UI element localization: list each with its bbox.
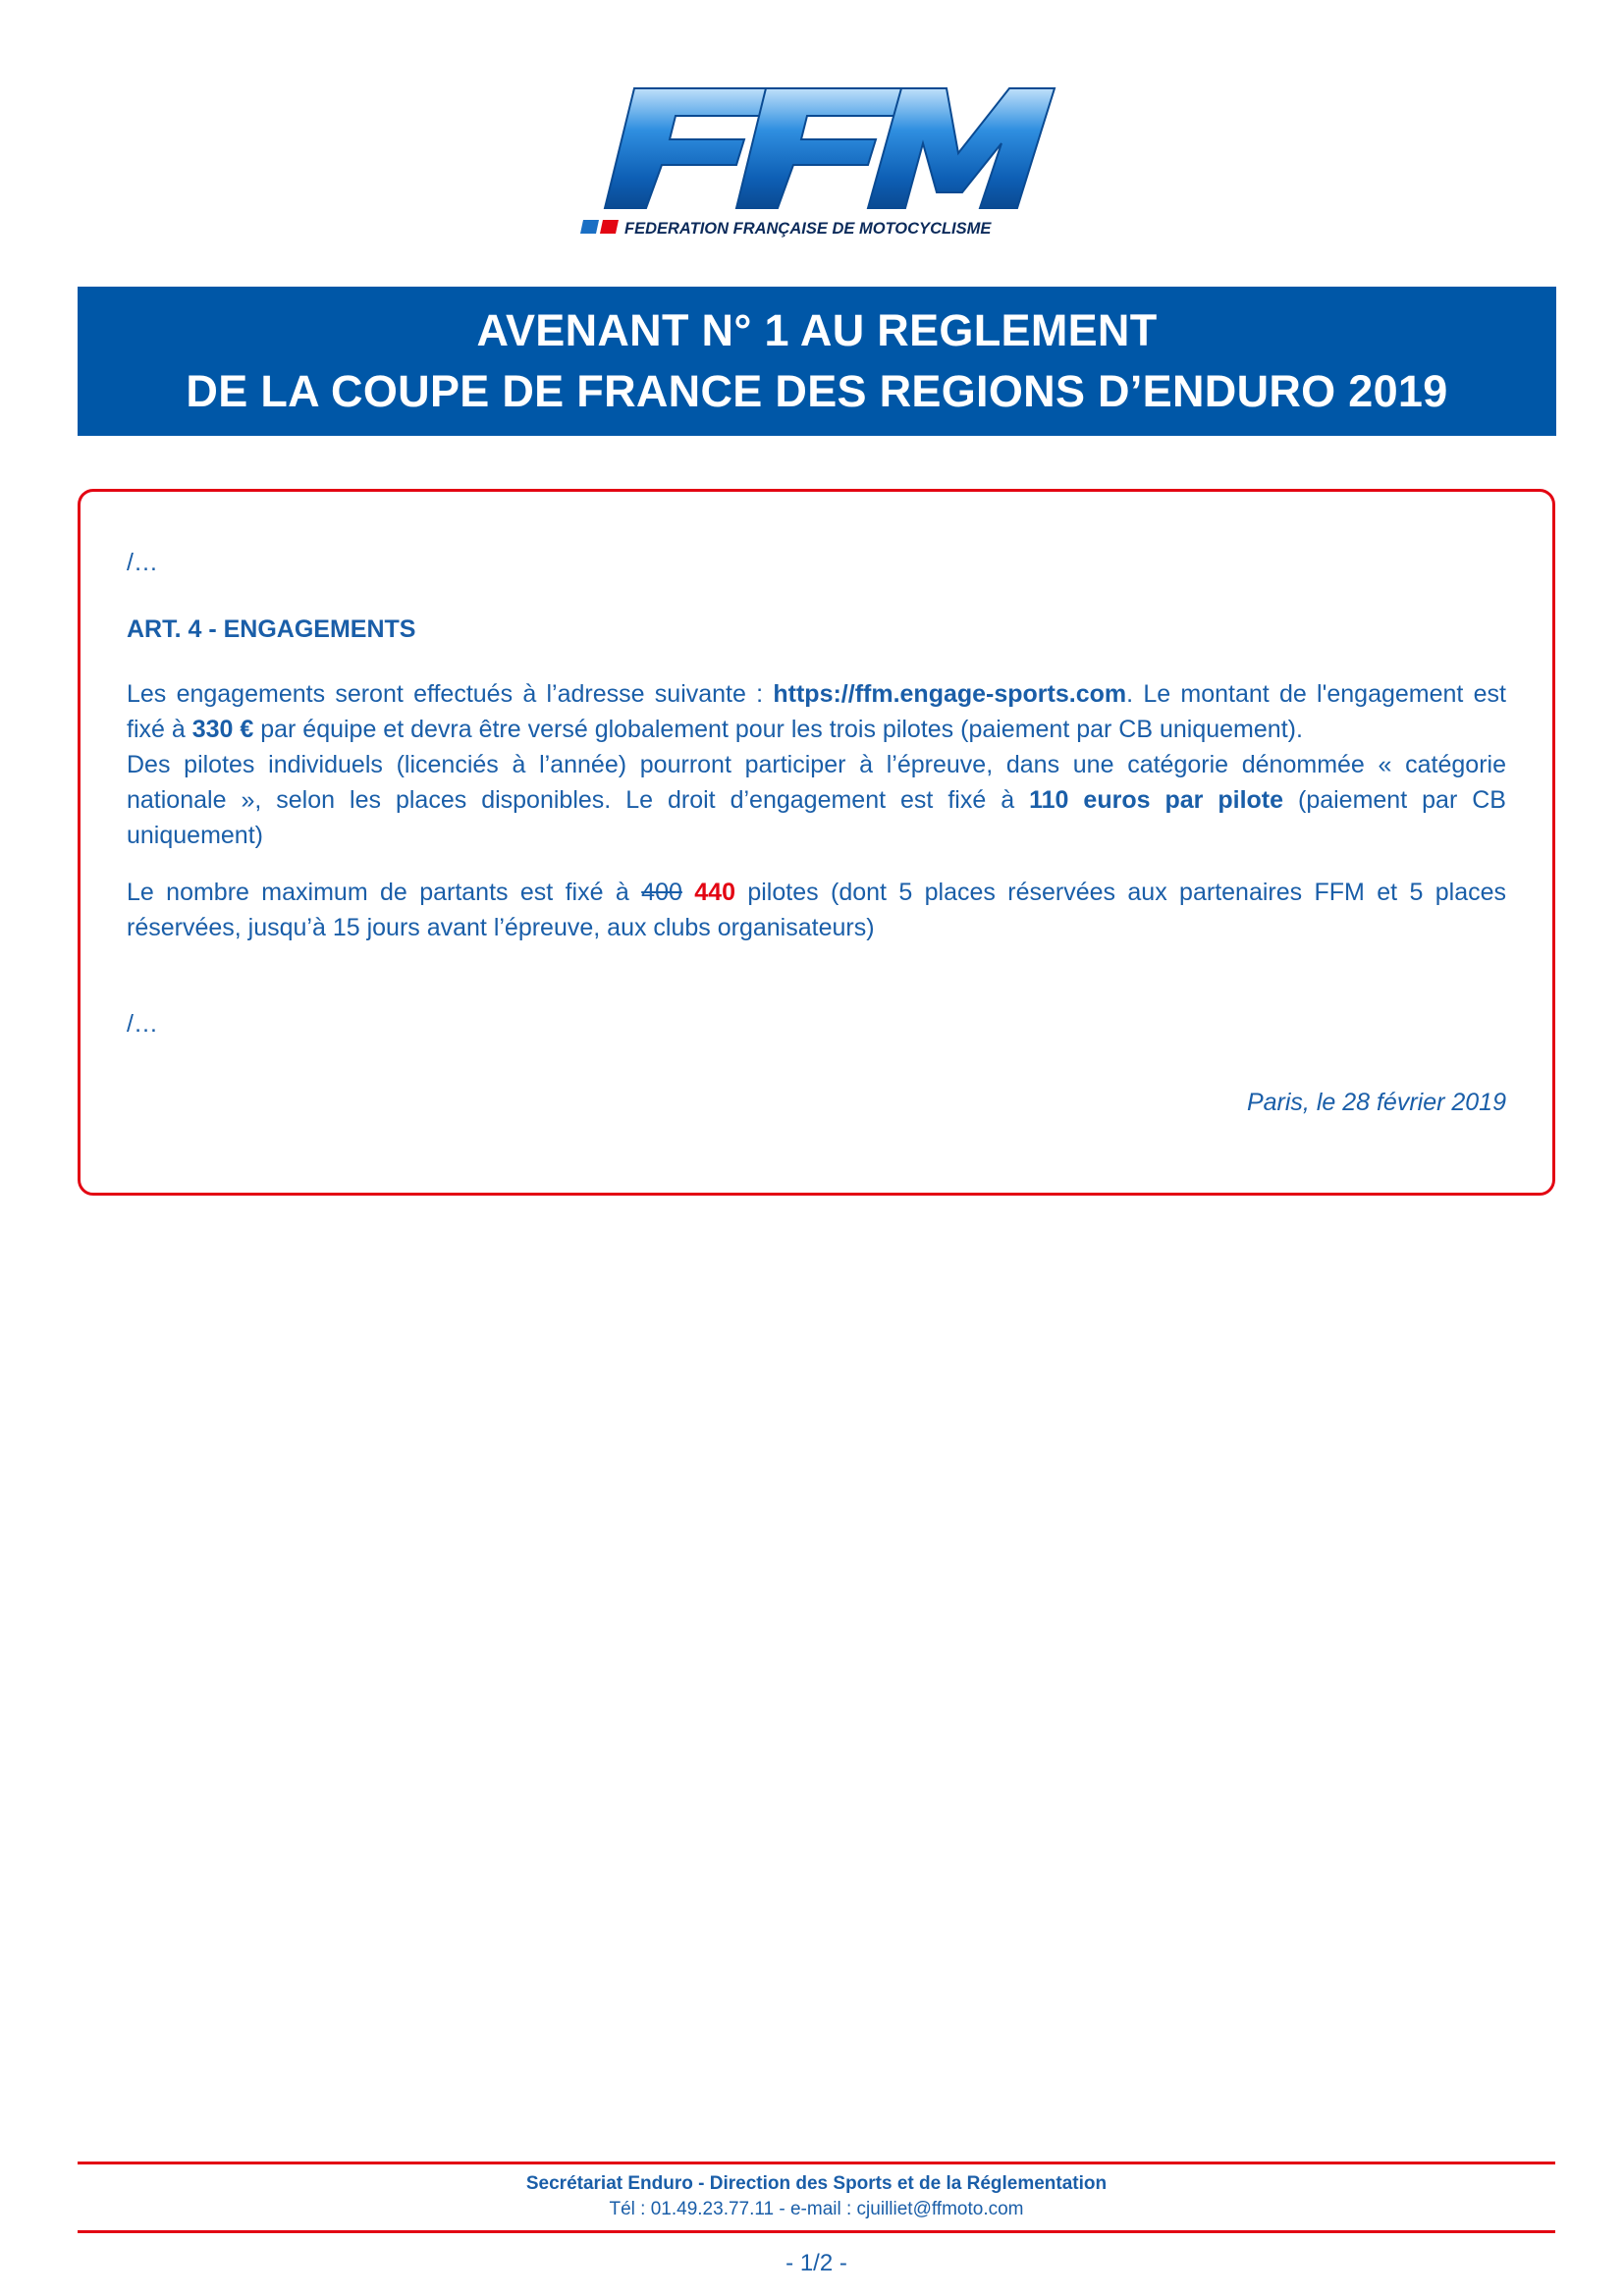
pilot-price: 110 euros par pilote [1029, 786, 1284, 814]
paragraph-engagements [127, 676, 1506, 747]
para2-text-b: (paiement par CB uniquement) [127, 786, 1506, 849]
article-title: ART. 4 - ENGAGEMENTS [127, 615, 416, 643]
paragraph-individual-pilots [127, 747, 1506, 853]
title-line-2: DE LA COUPE DE FRANCE DES REGIONS D’ENDURO 2019 [186, 366, 1448, 416]
para1-text-a: Les engagements seront effectués à l’adresse suivante : [127, 680, 774, 708]
ffm-logo-graphic [577, 82, 1058, 245]
flag-red-mark [600, 220, 619, 234]
flag-blue-mark [580, 220, 599, 234]
ellipsis-bottom: /… [127, 1010, 158, 1038]
footer-rule-bottom [78, 2230, 1555, 2233]
footer-contact: Tél : 01.49.23.77.11 - e-mail : cjuilliet@ffmoto.com [609, 2199, 1024, 2219]
team-amount: 330 € [191, 716, 254, 743]
para1-text-b: . Le montant de l'engagement est fixé à [127, 680, 1506, 743]
para3-text-a: Le nombre maximum de partants est fixé à [127, 879, 642, 906]
footer-rule-top [78, 2162, 1555, 2164]
signature-date: Paris, le 28 février 2019 [1246, 1089, 1506, 1116]
para2-text-a: Des pilotes individuels (licenciés à l’année) pourront participer à l’épreuve, dans une catégorie dénommée « catégorie nationale », selon les places disponibles. Le droit d’engagement est fixé à [127, 751, 1506, 814]
footer-department: Secrétariat Enduro - Direction des Sports et de la Réglementation [525, 2173, 1108, 2194]
new-max-value: 440 [694, 879, 735, 906]
page-number: - 1/2 - [785, 2250, 847, 2276]
title-banner [78, 287, 1556, 436]
content-box [78, 489, 1555, 1196]
title-line-1: AVENANT N° 1 AU REGLEMENT [476, 305, 1158, 355]
para3-text-b: pilotes (dont 5 places réservées aux partenaires FFM et 5 places réservées, jusqu’à 15 jours avant l’épreuve, aux clubs organisateurs) [127, 879, 1506, 941]
ffm-logo [577, 82, 1058, 245]
logo-tagline: FEDERATION FRANÇAISE DE MOTOCYCLISME [624, 220, 992, 238]
old-max-value: 400 [641, 879, 682, 906]
paragraph-max-entrants [127, 875, 1506, 945]
ellipsis-top: /… [127, 549, 158, 576]
para1-text-c: par équipe et devra être versé globalement pour les trois pilotes (paiement par CB uniquement). [253, 716, 1303, 743]
engagement-url: https://ffm.engage-sports.com [773, 680, 1127, 708]
